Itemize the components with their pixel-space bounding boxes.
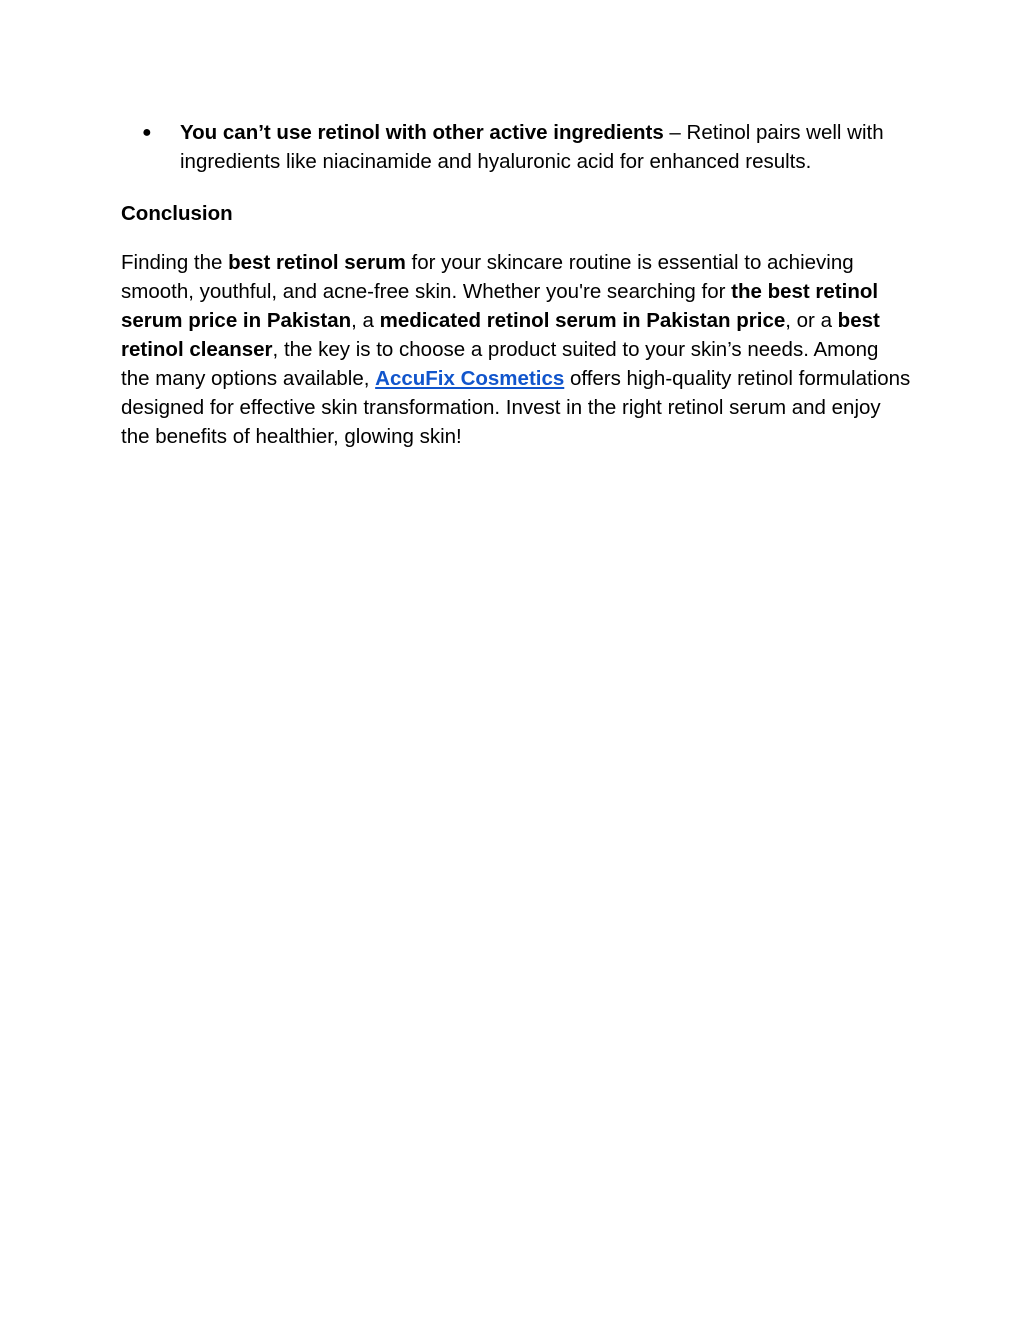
- bullet-text: – Retinol pairs well with ingredients like niacinamide and hyaluronic acid for enhanced results.: [180, 121, 884, 173]
- keyword-medicated-retinol-serum: medicated retinol serum in Pakistan price: [379, 309, 786, 332]
- conclusion-paragraph: [121, 248, 911, 451]
- paragraph-text: Finding the: [121, 251, 229, 274]
- bullet-list: [121, 118, 911, 176]
- keyword-best-retinol-cleanser: best retinol cleanser: [121, 309, 880, 361]
- keyword-price-in-pakistan: the best retinol serum price in Pakistan: [121, 280, 879, 332]
- bullet-dot-icon: ●: [142, 124, 152, 141]
- list-item: [121, 118, 911, 176]
- paragraph-text: for your skincare routine is essential to achieving smooth, youthful, and acne-free skin. Whether you're searching for: [121, 251, 854, 303]
- accufix-cosmetics-link[interactable]: AccuFix Cosmetics: [375, 367, 565, 390]
- keyword-best-retinol-serum: best retinol serum: [228, 251, 406, 274]
- paragraph-text: , the key is to choose a product suited to your skin’s needs. Among the many options available,: [121, 338, 879, 390]
- paragraph-text: , or a: [785, 309, 838, 332]
- paragraph-text: , a: [351, 309, 380, 332]
- bullet-bold-text: You can’t use retinol with other active ingredients: [180, 121, 664, 144]
- paragraph-text: offers high-quality retinol formulations designed for effective skin transformation. Invest in the right retinol serum and enjoy the benefits of healthier, glowing skin!: [121, 367, 911, 448]
- conclusion-heading: Conclusion: [121, 202, 233, 225]
